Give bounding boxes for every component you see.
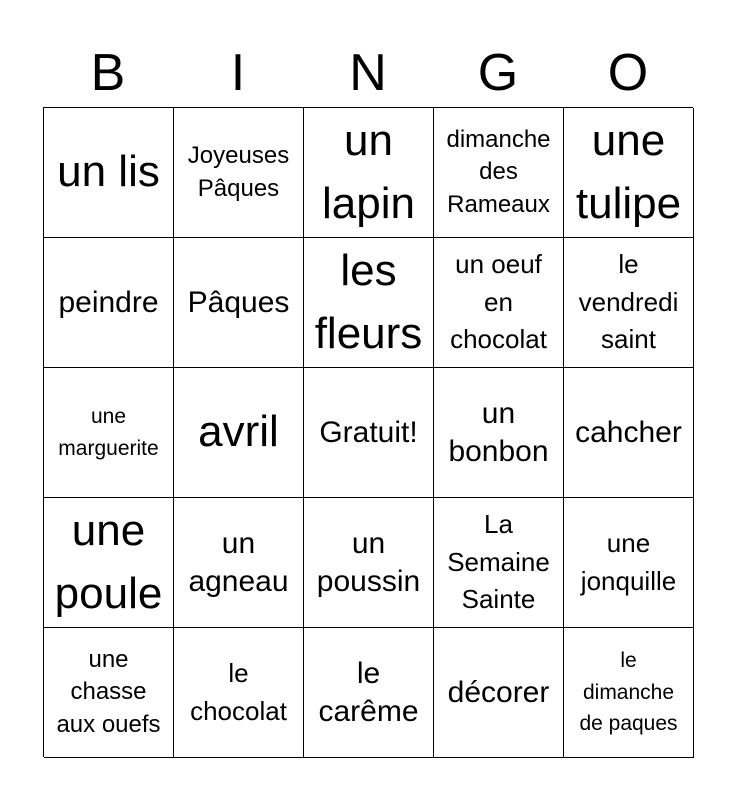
cell-text: dimanche des Rameaux [446, 125, 551, 218]
header-letter-o: O [607, 44, 649, 102]
cell-text: le chocolat [190, 657, 287, 726]
cell-text: le dimanche de paques [579, 649, 678, 736]
cell-text: peindre [58, 285, 159, 319]
cell-text: une tulipe [575, 116, 682, 228]
bingo-cell-r4-c1[interactable] [44, 498, 174, 628]
cell-text: un bonbon [448, 397, 549, 468]
cell-text: un poussin [316, 527, 421, 598]
header-letter-b: B [90, 44, 126, 102]
bingo-cell-r4-c2[interactable] [174, 498, 304, 628]
bingo-cell-r1-c4[interactable] [434, 108, 564, 238]
bingo-cell-r2-c1[interactable] [44, 238, 174, 368]
bingo-cell-r1-c1[interactable] [44, 108, 174, 238]
header-letter-n: N [349, 44, 387, 102]
bingo-cell-r2-c5[interactable] [564, 238, 694, 368]
cell-text: un lis [57, 147, 160, 197]
bingo-cell-r3-c3[interactable] [304, 368, 434, 498]
cell-text: Gratuit! [319, 415, 418, 449]
header-letter-i: I [230, 44, 246, 102]
cell-text: La Semaine Sainte [447, 508, 550, 615]
cell-text: une jonquille [580, 527, 677, 596]
bingo-cell-r2-c4[interactable] [434, 238, 564, 368]
bingo-board [43, 107, 693, 757]
bingo-cell-r1-c5[interactable] [564, 108, 694, 238]
cell-text: décorer [447, 675, 550, 709]
cell-text: un agneau [188, 527, 289, 598]
bingo-cell-r3-c2[interactable] [174, 368, 304, 498]
bingo-cell-r4-c5[interactable] [564, 498, 694, 628]
cell-text: une marguerite [58, 405, 159, 460]
cell-text: avril [198, 407, 279, 457]
cell-text: cahcher [575, 415, 682, 449]
bingo-cell-r3-c5[interactable] [564, 368, 694, 498]
bingo-cell-r1-c2[interactable] [174, 108, 304, 238]
cell-text: le vendredi saint [578, 248, 679, 355]
cell-text: les fleurs [314, 246, 423, 358]
bingo-cell-r2-c2[interactable] [174, 238, 304, 368]
cell-text: un lapin [322, 116, 415, 228]
cell-text: Joyeuses Pâques [187, 142, 290, 202]
bingo-cell-r5-c2[interactable] [174, 628, 304, 758]
cell-text: un oeuf en chocolat [450, 248, 547, 355]
cell-text: le carême [318, 657, 419, 728]
bingo-cell-r4-c3[interactable] [304, 498, 434, 628]
bingo-cell-r5-c5[interactable] [564, 628, 694, 758]
bingo-cell-r4-c4[interactable] [434, 498, 564, 628]
cell-text: une poule [54, 506, 163, 618]
cell-text: Pâques [187, 285, 290, 319]
bingo-cell-r3-c1[interactable] [44, 368, 174, 498]
bingo-header [43, 40, 693, 106]
cell-text: une chasse aux ouefs [56, 645, 161, 738]
bingo-cell-r5-c3[interactable] [304, 628, 434, 758]
bingo-cell-r5-c4[interactable] [434, 628, 564, 758]
bingo-cell-r5-c1[interactable] [44, 628, 174, 758]
bingo-cell-r3-c4[interactable] [434, 368, 564, 498]
bingo-cell-r1-c3[interactable] [304, 108, 434, 238]
bingo-cell-r2-c3[interactable] [304, 238, 434, 368]
header-letter-g: G [477, 44, 519, 102]
